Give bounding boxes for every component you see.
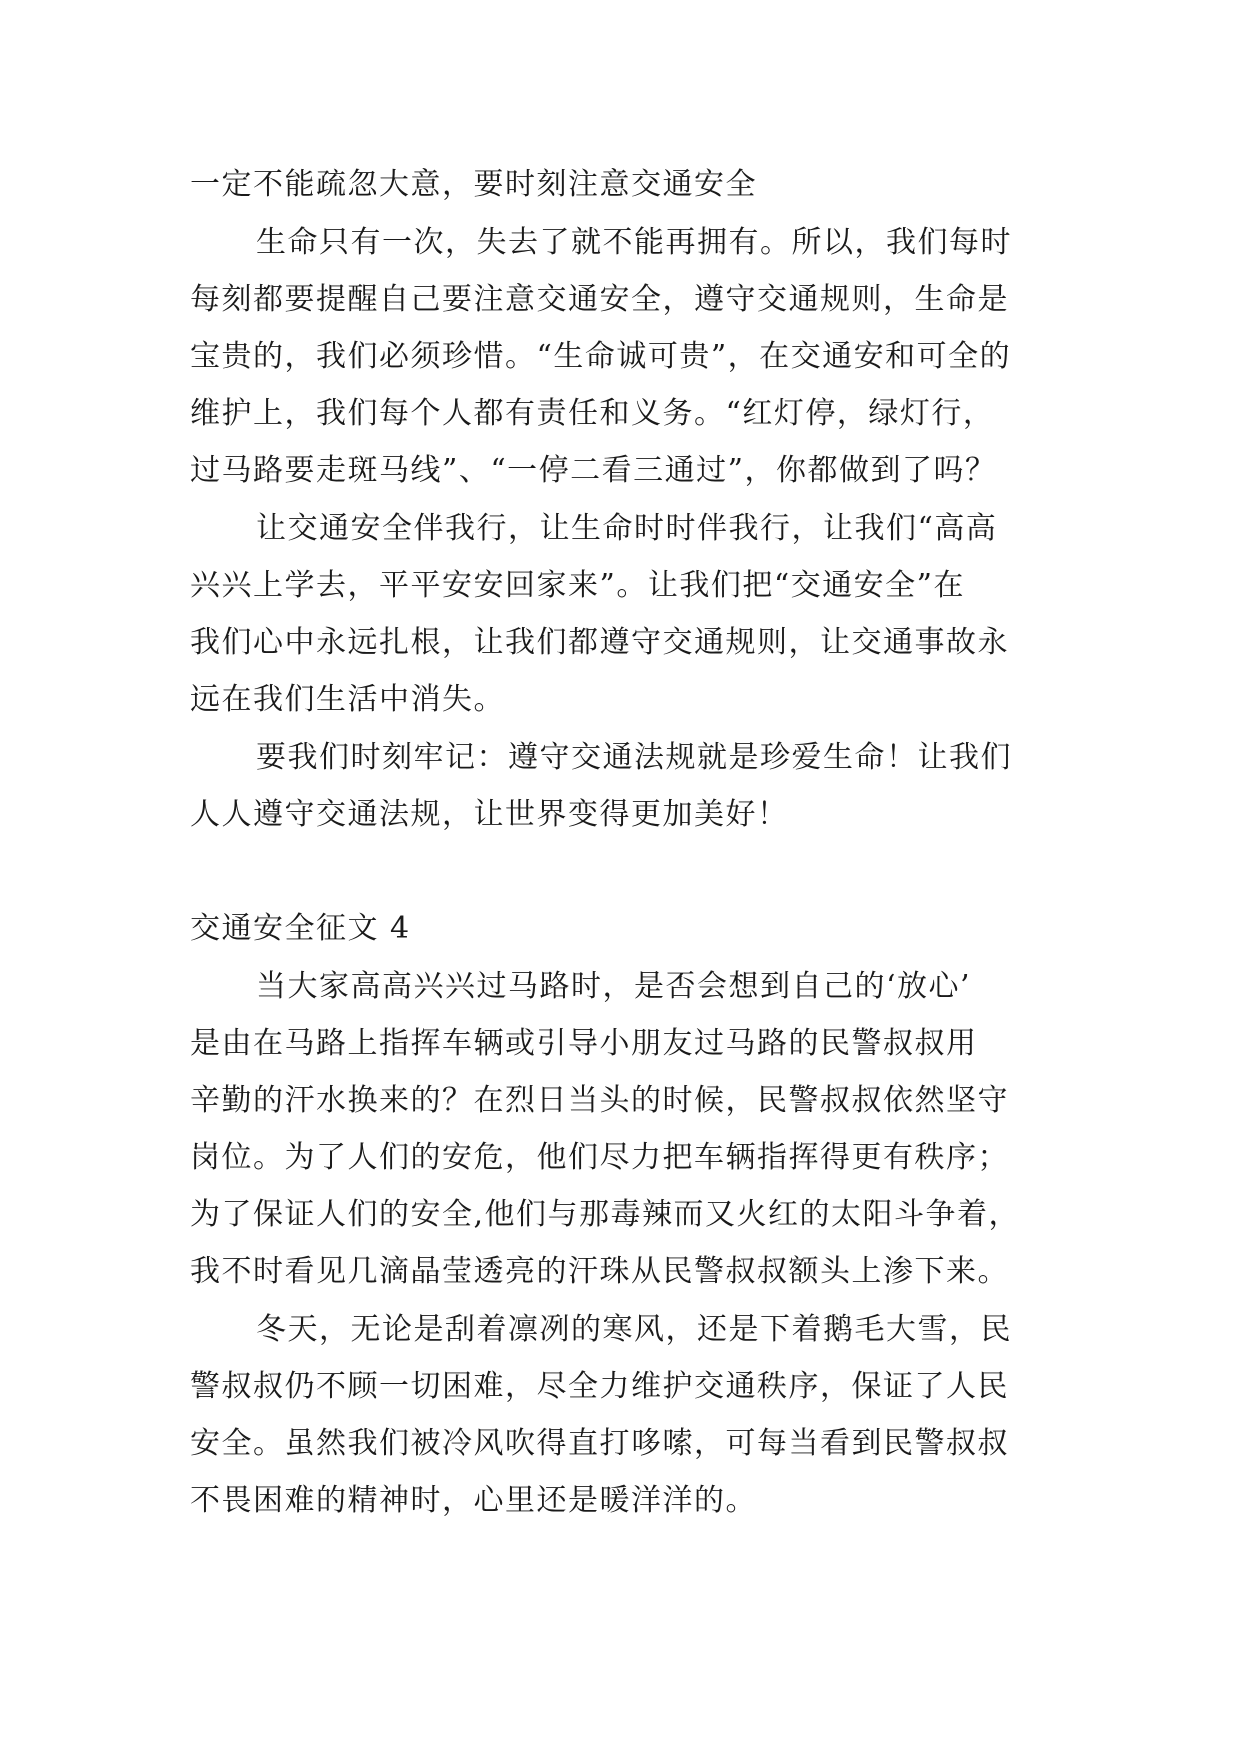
- section-heading: 交通安全征文 4: [190, 911, 411, 946]
- section-heading: 一定不能疏忽大意，要时刻注意交通安全: [190, 167, 757, 202]
- paragraph-line: 岗位。为了人们的安危，他们尽力把车辆指挥得更有秩序；: [190, 1140, 1009, 1175]
- paragraph-line: 维护上，我们每个人都有责任和义务。“红灯停，绿灯行，: [190, 396, 995, 431]
- paragraph-line: 让交通安全伴我行，让生命时时伴我行，让我们“高高: [256, 511, 998, 546]
- paragraph-line: 冬天，无论是刮着凛冽的寒风，还是下着鹅毛大雪，民: [256, 1312, 1012, 1347]
- paragraph-line: 过马路要走斑马线”、“一停二看三通过”，你都做到了吗？: [190, 453, 997, 488]
- paragraph-line: 兴兴上学去，平平安安回家来”。让我们把“交通安全”在: [190, 568, 966, 603]
- paragraph-line: 当大家高高兴兴过马路时，是否会想到自己的‘放心’: [256, 969, 972, 1004]
- paragraph-line: 不畏困难的精神时，心里还是暖洋洋的。: [190, 1483, 757, 1518]
- paragraph-line: 安全。虽然我们被冷风吹得直打哆嗦，可每当看到民警叔叔: [190, 1426, 1009, 1461]
- paragraph-line: 人人遵守交通法规，让世界变得更加美好！: [190, 797, 789, 832]
- paragraph-line: 警叔叔仍不顾一切困难，尽全力维护交通秩序，保证了人民: [190, 1369, 1009, 1404]
- paragraph-line: 我不时看见几滴晶莹透亮的汗珠从民警叔叔额头上渗下来。: [190, 1254, 1009, 1289]
- paragraph-line: 要我们时刻牢记：遵守交通法规就是珍爱生命！让我们: [256, 740, 1012, 775]
- paragraph-line: 为了保证人们的安全,他们与那毒辣而又火红的太阳斗争着，: [190, 1197, 1021, 1232]
- paragraph-line: 宝贵的，我们必须珍惜。“生命诚可贵”，在交通安和可全的: [190, 339, 1012, 374]
- paragraph-line: 是由在马路上指挥车辆或引导小朋友过马路的民警叔叔用: [190, 1026, 978, 1061]
- paragraph-line: 每刻都要提醒自己要注意交通安全，遵守交通规则，生命是: [190, 282, 1009, 317]
- paragraph-line: 远在我们生活中消失。: [190, 682, 505, 717]
- paragraph-line: 生命只有一次，失去了就不能再拥有。所以，我们每时: [256, 225, 1012, 260]
- paragraph-line: 我们心中永远扎根，让我们都遵守交通规则，让交通事故永: [190, 625, 1009, 660]
- paragraph-line: 辛勤的汗水换来的？在烈日当头的时候，民警叔叔依然坚守: [190, 1083, 1009, 1118]
